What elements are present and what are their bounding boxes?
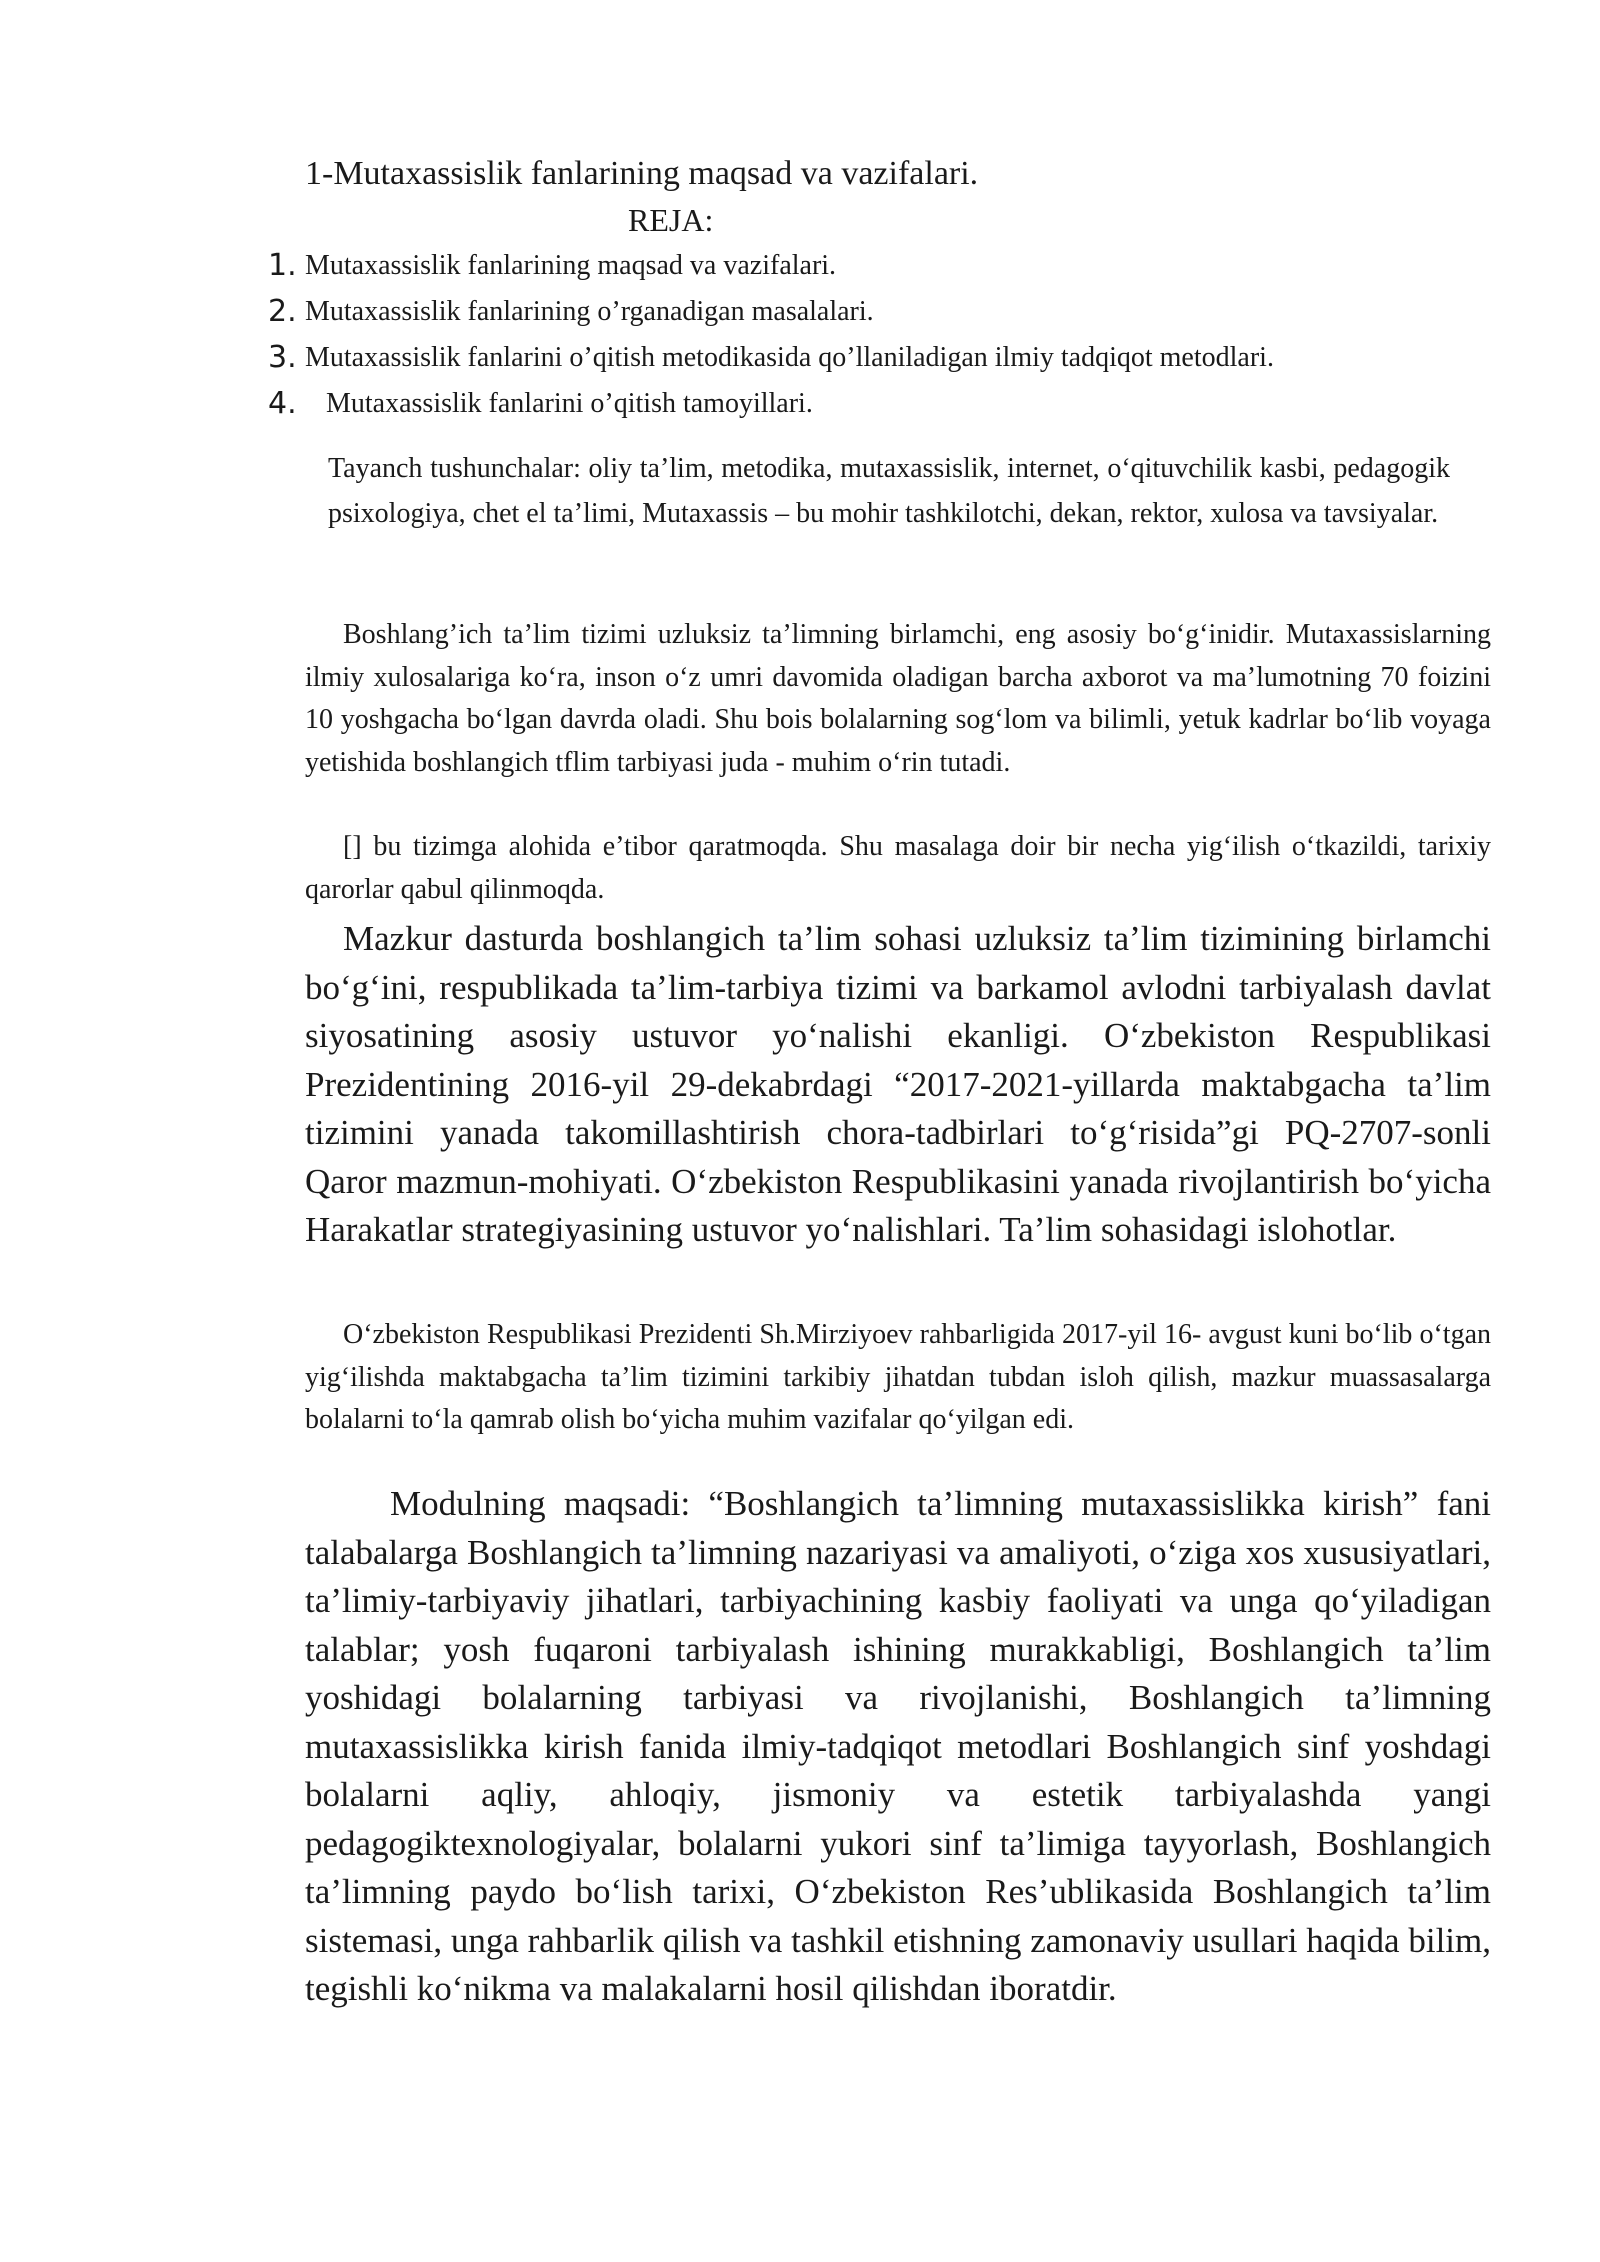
body-paragraph: Boshlang’ich ta’lim tizimi uzluksiz ta’limning birlamchi, eng asosiy bo‘g‘inidir. Mutaxassislarning ilmiy xulosalariga ko‘ra, inson o‘z umri davomida oladigan barcha axborot va ma’lumotning 70 foizini 10 yoshgacha bo‘lgan davrda oladi. Shu bois bolalarning sog‘lom va bilimli, yetuk kadrlar bo‘lib voyaga yetishida boshlangich tflim tarbiyasi juda - muhim o‘rin tutadi. <box>305 619 1491 778</box>
plan-item <box>0 243 1600 289</box>
module-goal-paragraph: Modulning maqsadi: “Boshlangich ta’limning mutaxassislikka kirish” fani talabalarga Boshlangich ta’limning nazariyasi va amaliyoti, o‘ziga xos xususiyatlari, ta’limiy-tarbiyaviy jihatlari, tarbiyachining kasbiy faoliyati va unga qo‘yiladigan talablar; yosh fuqaroni tarbiyalash ishining murakkabligi, Boshlangich ta’lim yoshidagi bolalarning tarbiyasi va rivojlanishi, Boshlangich ta’limning mutaxassislikka kirish fanida ilmiy-tadqiqot metodlari Boshlangich sinf yoshdagi bolalarni aqliy, ahloqiy, jismoniy va estetik tarbiyalashda yangi pedagogiktexnologiyalar, bolalarni yukori sinf ta’limiga tayyorlash, Boshlangich ta’limning paydo bo‘lish tarixi, O‘zbekiston Res’ublikasida Boshlangich ta’lim sistemasi, unga rahbarlik qilish va tashkil etishning zamonaviy usullari haqida bilim, tegishli ko‘nikma va malakalarni hosil qilishdan iboratdir. <box>305 1484 1491 2008</box>
plan-item-text: Mutaxassislik fanlarini o’qitish metodikasida qo’llaniladigan ilmiy tadqiqot metodlari. <box>305 342 1274 373</box>
key-terms-paragraph: Tayanch tushunchalar: oliy ta’lim, metodika, mutaxassislik, internet, o‘qituvchilik kasbi, pedagogik psixologiya, chet el ta’limi, Mutaxassis – bu mohir tashkilotchi, dekan, rektor, xulosa va tavsiyalar. <box>328 453 1450 529</box>
plan-item-number: 3. <box>268 340 297 375</box>
plan-list <box>0 243 1600 427</box>
body-paragraph: O‘zbekiston Respublikasi Prezidenti Sh.Mirziyoev rahbarligida 2017-yil 16- avgust kuni bo‘lib o‘tgan yig‘ilishda maktabgacha ta’lim tizimini tarkibiy jihatdan tubdan isloh qilish, mazkur muassasalarga bolalarni to‘la qamrab olish bo‘yicha muhim vazifalar qo‘yilgan edi. <box>305 1319 1491 1435</box>
plan-item-text: Mutaxassislik fanlarini o’qitish tamoyillari. <box>326 388 813 419</box>
plan-item-text: Mutaxassislik fanlarining o’rganadigan masalalari. <box>305 296 874 327</box>
body-paragraph: Mazkur dasturda boshlangich ta’lim sohasi uzluksiz ta’lim tizimining birlamchi bo‘g‘ini, respublikada ta’lim-tarbiya tizimi va barkamol avlodni tarbiyalash davlat siyosatining asosiy ustuvor yo‘nalishi ekanligi. O‘zbekiston Respublikasi Prezidentining 2016-yil 29-dekabrdagi “2017-2021-yillarda maktabgacha ta’lim tizimini yanada takomillashtirish chora-tadbirlari to‘g‘risida”gi PQ-2707-sonli Qaror mazmun-mohiyati. O‘zbekiston Respublikasini yanada rivojlantirish bo‘yicha Harakatlar strategiyasining ustuvor yo‘nalishlari. Ta’lim sohasidagi islohotlar. <box>305 919 1491 1249</box>
plan-item <box>0 289 1600 335</box>
body-paragraph: [] bu tizimga alohida e’tibor qaratmoqda. Shu masalaga doir bir necha yig‘ilish o‘tkazildi, tarixiy qarorlar qabul qilinmoqda. <box>305 831 1491 905</box>
plan-item-number: 4. <box>268 386 297 421</box>
plan-item-number: 2. <box>268 294 297 329</box>
document-title: 1-Mutaxassislik fanlarining maqsad va vazifalari. <box>305 155 979 192</box>
plan-item-number: 1. <box>268 248 297 283</box>
plan-item <box>0 335 1600 381</box>
plan-item <box>0 381 1600 427</box>
plan-heading: REJA: <box>628 202 714 238</box>
plan-item-text: Mutaxassislik fanlarining maqsad va vazifalari. <box>305 250 837 281</box>
